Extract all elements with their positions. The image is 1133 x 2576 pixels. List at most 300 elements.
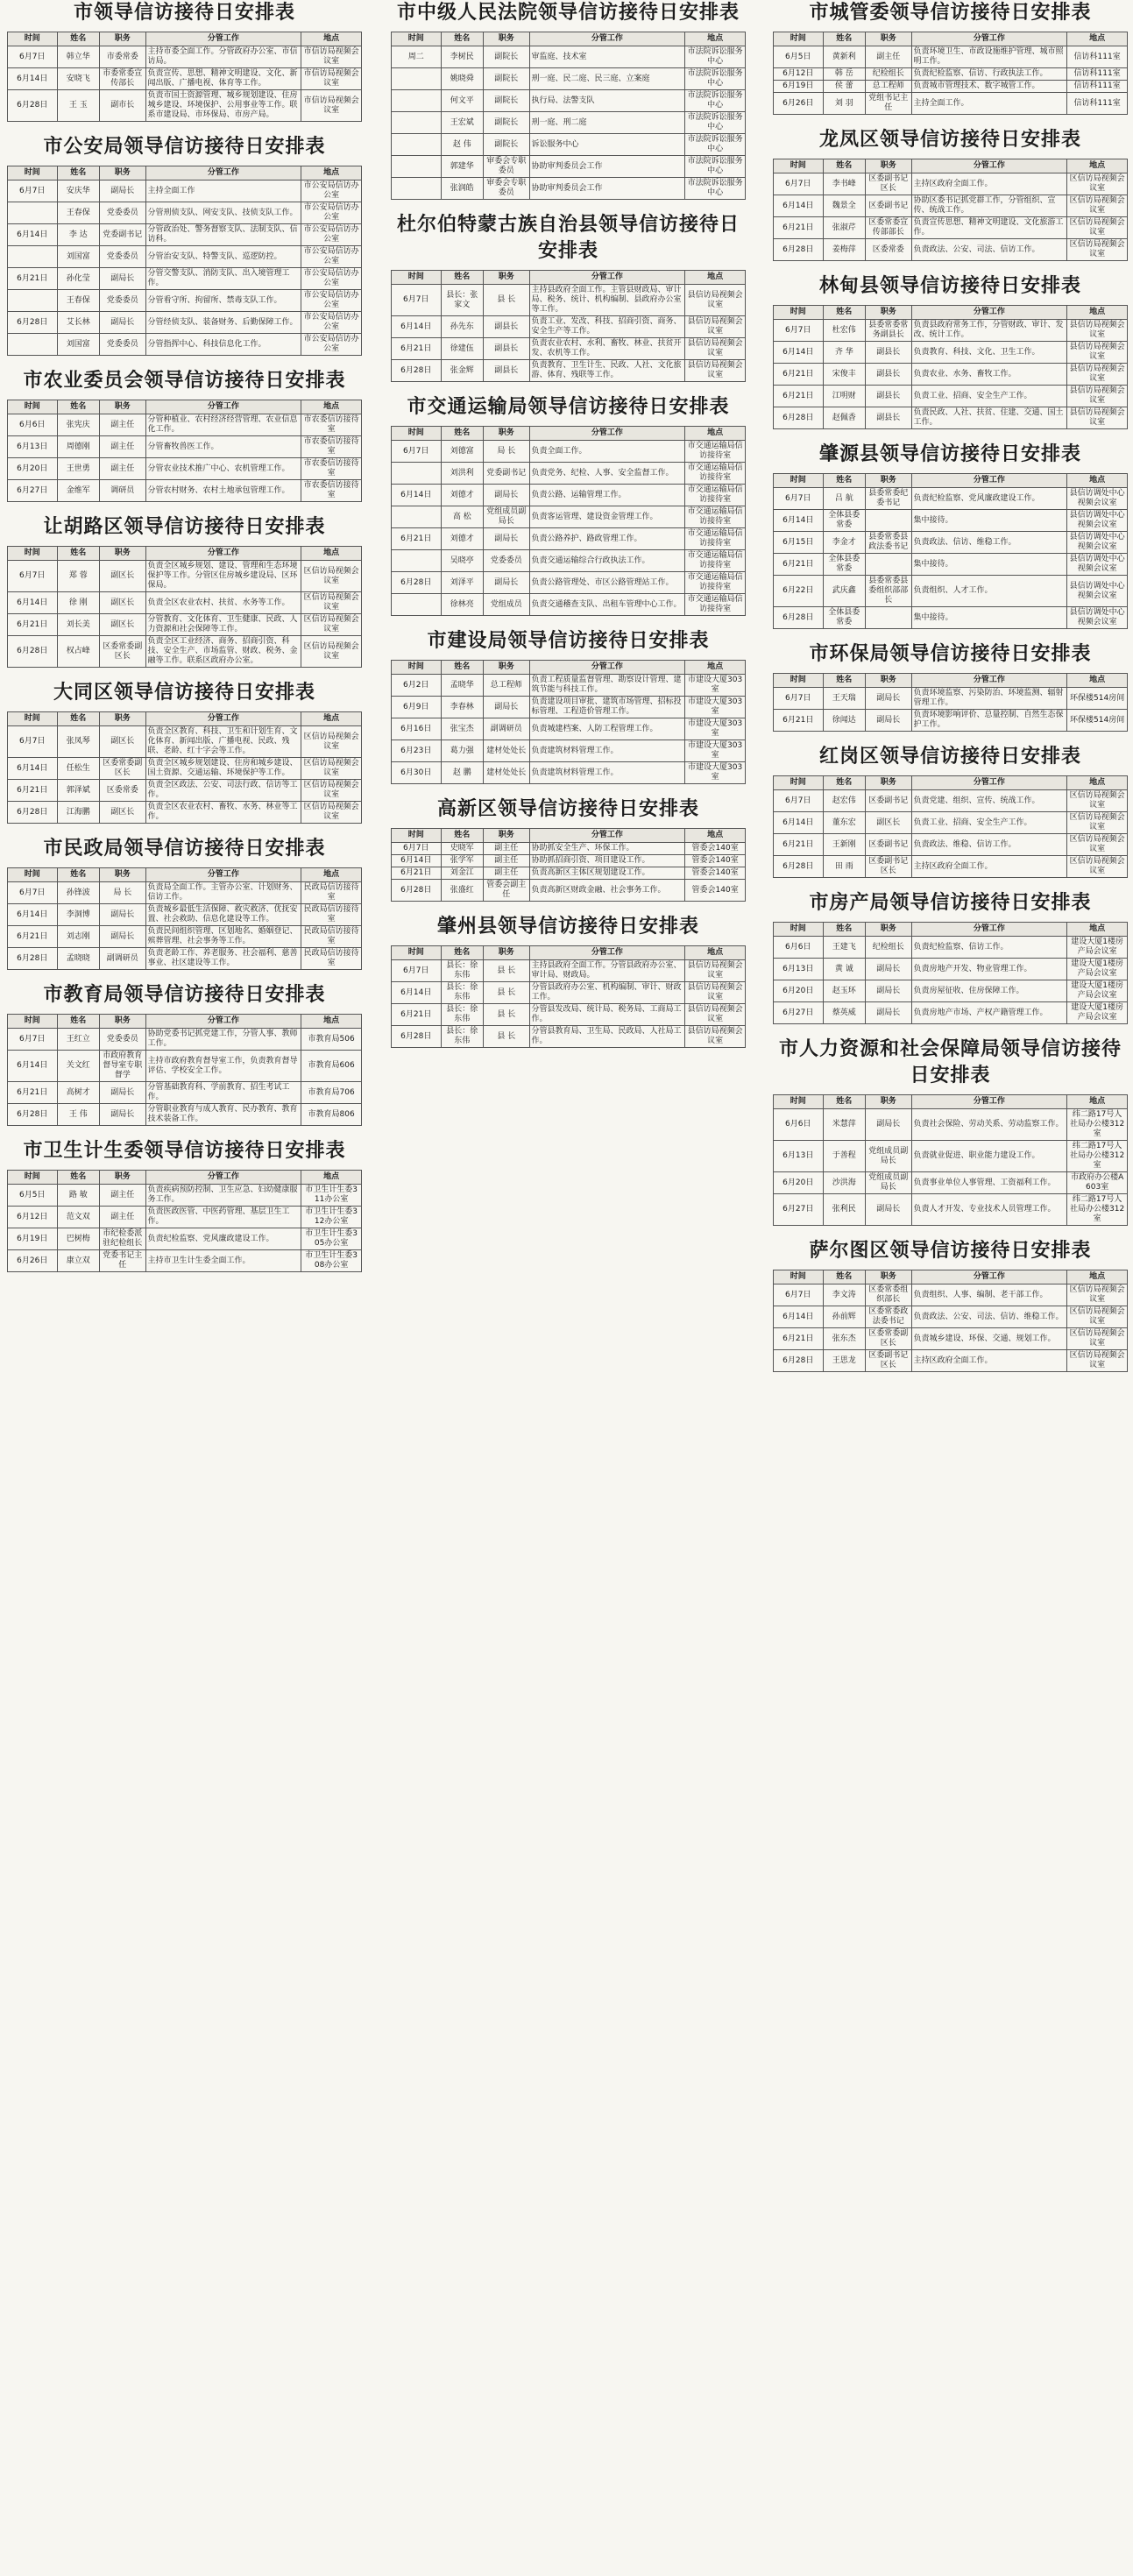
section-title: 肇源县领导信访接待日安排表	[818, 443, 1081, 465]
table-header-row	[774, 159, 1128, 173]
cell-name: 孟晓晓	[57, 948, 99, 970]
table-row	[8, 948, 362, 970]
schedule-table	[7, 546, 362, 668]
cell-name: 张东杰	[823, 1328, 865, 1350]
column-header: 时间	[392, 661, 442, 675]
schedule-section	[773, 744, 1128, 878]
cell-name: 江明财	[823, 386, 865, 407]
section-title: 市教育局领导信访接待日安排表	[43, 984, 326, 1006]
schedule-table	[773, 922, 1128, 1024]
cell-name: 王天瑞	[823, 688, 865, 710]
cell-time: 6月28日	[774, 407, 824, 429]
cell-position: 副调研员	[484, 718, 530, 740]
column-header: 时间	[8, 400, 58, 414]
cell-position: 县委常委常务副县长	[866, 320, 912, 342]
cell-place: 信访科111室	[1067, 46, 1128, 68]
column-header: 职务	[100, 400, 146, 414]
column-header: 分管工作	[145, 547, 301, 561]
column-header: 分管工作	[529, 946, 685, 960]
cell-time: 6月23日	[392, 740, 442, 762]
cell-place: 市法院诉讼服务中心	[685, 90, 746, 112]
cell-duty: 负责宣传、思想、精神文明建设、文化、新闻出版、广播电视、体育等工作。	[145, 68, 301, 90]
cell-name: 黄 诚	[823, 959, 865, 980]
cell-position: 县 长	[484, 960, 530, 982]
table-row	[774, 1284, 1128, 1306]
column-header: 时间	[8, 712, 58, 726]
table-header-row	[8, 1015, 362, 1029]
cell-duty: 负责纪检监察、信访工作。	[911, 937, 1067, 959]
cell-time: 6月19日	[8, 1228, 58, 1250]
cell-time: 6月14日	[392, 316, 442, 338]
column-header: 姓名	[441, 946, 483, 960]
cell-time: 6月27日	[774, 1002, 824, 1024]
cell-position: 县 长	[484, 982, 530, 1004]
cell-duty: 分管指挥中心、科技信息化工作。	[145, 334, 301, 356]
cell-name: 武庆鑫	[823, 576, 865, 607]
cell-duty: 分管农业技术推广中心、农机管理工作。	[145, 458, 301, 480]
column-header: 职务	[484, 946, 530, 960]
section-title: 大同区领导信访接待日安排表	[53, 682, 315, 704]
column-header: 姓名	[823, 474, 865, 488]
cell-duty: 负责社会保险、劳动关系、劳动监察工作。	[911, 1109, 1067, 1141]
cell-position: 副局长	[100, 904, 146, 926]
schedule-table	[773, 1094, 1128, 1226]
cell-name: 赵佩香	[823, 407, 865, 429]
cell-name: 孙前辉	[823, 1306, 865, 1328]
table-row	[774, 959, 1128, 980]
column-header: 地点	[301, 1171, 362, 1185]
table-row	[8, 780, 362, 802]
cell-duty: 负责局全面工作。主管办公室、计划财务、信访工作。	[145, 882, 301, 904]
column-header: 职务	[100, 1015, 146, 1029]
column-header: 地点	[1067, 923, 1128, 937]
table-row	[8, 758, 362, 780]
cell-place: 县信访局视频会议室	[685, 1004, 746, 1026]
cell-name: 刘泽平	[441, 572, 483, 594]
table-row	[774, 1172, 1128, 1194]
cell-position: 县 长	[484, 285, 530, 316]
table-header-row	[8, 400, 362, 414]
cell-time	[392, 90, 442, 112]
cell-position: 副局长	[484, 528, 530, 550]
cell-name: 徐林亮	[441, 594, 483, 616]
cell-name: 董东宏	[823, 812, 865, 834]
column-header: 时间	[774, 159, 824, 173]
cell-name: 王新刚	[823, 834, 865, 856]
table-header-row	[392, 427, 746, 441]
cell-name: 王春保	[57, 202, 99, 224]
cell-time	[8, 246, 58, 268]
table-row	[774, 195, 1128, 217]
cell-duty: 负责医政医管、中医药管理、基层卫生工作。	[145, 1207, 301, 1228]
column-header: 地点	[685, 946, 746, 960]
cell-time	[392, 178, 442, 200]
cell-place: 区信访局视频会议室	[1067, 217, 1128, 239]
cell-place: 区信访局视频会议室	[1067, 1284, 1128, 1306]
cell-duty: 协助区委书记抓党群工作，分管组织、宣传、统战工作。	[911, 195, 1067, 217]
cell-duty: 负责全区农业农村、扶贫、水务等工作。	[145, 592, 301, 614]
column-header: 职务	[100, 868, 146, 882]
cell-place: 市农委信访接待室	[301, 436, 362, 458]
cell-duty: 分管经侦支队、装备财务、后勤保障工作。	[145, 312, 301, 334]
cell-position: 区委常委副区长	[100, 636, 146, 668]
cell-place: 管委会140室	[685, 880, 746, 902]
cell-time: 6月26日	[8, 1250, 58, 1272]
cell-place: 区信访局视频会议室	[301, 561, 362, 592]
column-header: 分管工作	[145, 400, 301, 414]
cell-time	[392, 594, 442, 616]
cell-time: 6月14日	[8, 68, 58, 90]
cell-duty: 负责房屋征收、住房保障工作。	[911, 980, 1067, 1002]
cell-time	[392, 550, 442, 572]
cell-duty: 负责政法、信访、维稳工作。	[911, 532, 1067, 554]
cell-name: 孟晓华	[441, 675, 483, 697]
cell-time: 6月12日	[774, 68, 824, 81]
cell-name: 徐 刚	[57, 592, 99, 614]
cell-place: 市交通运输局信访接待室	[685, 506, 746, 528]
cell-name: 李洞博	[57, 904, 99, 926]
cell-place: 市建设大厦303室	[685, 718, 746, 740]
cell-name: 安晓飞	[57, 68, 99, 90]
column-header: 姓名	[441, 829, 483, 843]
cell-position: 副主任	[100, 436, 146, 458]
column-header: 地点	[1067, 474, 1128, 488]
column-left	[7, 0, 362, 1284]
cell-time: 6月13日	[8, 436, 58, 458]
cell-duty: 协助审判委员会工作	[529, 156, 685, 178]
cell-time: 6月21日	[774, 364, 824, 386]
table-row	[774, 1141, 1128, 1172]
column-header: 时间	[392, 946, 442, 960]
table-row	[8, 1250, 362, 1272]
cell-place: 市教育局606	[301, 1051, 362, 1082]
cell-place: 区信访局视频会议室	[301, 726, 362, 758]
cell-position: 副主任	[484, 867, 530, 880]
cell-position: 党委副书记	[484, 463, 530, 485]
column-header: 职务	[100, 547, 146, 561]
cell-time: 6月21日	[8, 780, 58, 802]
cell-place: 市卫生计生委305办公室	[301, 1228, 362, 1250]
cell-place: 县信访局视频会议室	[685, 360, 746, 382]
column-header: 姓名	[57, 1015, 99, 1029]
table-row	[774, 239, 1128, 261]
cell-name: 孙化莹	[57, 268, 99, 290]
section-title: 市领导信访接待日安排表	[73, 2, 295, 24]
table-header-row	[774, 674, 1128, 688]
cell-duty: 分管政治处、警务督察支队、法制支队、信访科。	[145, 224, 301, 246]
cell-position: 副院长	[484, 90, 530, 112]
cell-time: 6月21日	[8, 614, 58, 636]
cell-duty: 负责县政府常务工作，分管财政、审计、发改、统计工作。	[911, 320, 1067, 342]
cell-duty: 负责人才开发、专业技术人员管理工作。	[911, 1194, 1067, 1226]
cell-position: 副区长	[100, 614, 146, 636]
cell-place: 县信访局视频会议室	[1067, 386, 1128, 407]
schedule-table	[391, 32, 746, 200]
table-row	[8, 90, 362, 122]
cell-duty: 负责农业农村、水利、畜牧、林业、扶贫开发、农机等工作。	[529, 338, 685, 360]
cell-position: 副局长	[866, 959, 912, 980]
cell-place: 建设大厦1楼房产局会议室	[1067, 1002, 1128, 1024]
table-row	[774, 93, 1128, 115]
cell-time	[8, 334, 58, 356]
cell-time: 6月21日	[392, 338, 442, 360]
cell-time: 6月28日	[8, 90, 58, 122]
table-row	[774, 790, 1128, 812]
column-header: 时间	[774, 474, 824, 488]
cell-place: 信访科111室	[1067, 93, 1128, 115]
table-row	[392, 112, 746, 134]
table-row	[8, 802, 362, 824]
cell-time: 6月15日	[774, 532, 824, 554]
cell-position: 副区长	[100, 802, 146, 824]
cell-place: 市法院诉讼服务中心	[685, 46, 746, 68]
table-row	[8, 561, 362, 592]
cell-name: 周德刚	[57, 436, 99, 458]
cell-position: 市纪检委派驻纪检组长	[100, 1228, 146, 1250]
column-header: 姓名	[441, 32, 483, 46]
cell-duty: 负责组织、人才工作。	[911, 576, 1067, 607]
cell-time: 6月7日	[8, 726, 58, 758]
cell-time: 6月21日	[774, 554, 824, 576]
column-header: 分管工作	[145, 1015, 301, 1029]
section-title: 市城管委领导信访接待日安排表	[809, 2, 1092, 24]
cell-name: 刘国富	[57, 246, 99, 268]
table-row	[392, 316, 746, 338]
cell-duty: 分管交警支队、消防支队、出入境管理工作。	[145, 268, 301, 290]
table-row	[392, 675, 746, 697]
cell-name: 路 敏	[57, 1185, 99, 1207]
column-header: 分管工作	[529, 271, 685, 285]
schedule-section	[7, 0, 362, 122]
cell-name: 李 达	[57, 224, 99, 246]
cell-position: 副院长	[484, 134, 530, 156]
column-header: 姓名	[441, 661, 483, 675]
cell-position: 副局长	[866, 980, 912, 1002]
cell-position	[866, 554, 912, 576]
column-header: 分管工作	[911, 674, 1067, 688]
table-row	[774, 688, 1128, 710]
table-row	[392, 463, 746, 485]
schedule-table	[7, 166, 362, 356]
table-row	[392, 572, 746, 594]
cell-duty: 负责环境监察、污染防治、环境监测、辐射管理工作。	[911, 688, 1067, 710]
column-header: 分管工作	[529, 829, 685, 843]
column-right	[773, 0, 1128, 1384]
cell-time: 6月21日	[8, 268, 58, 290]
cell-place: 市建设大厦303室	[685, 675, 746, 697]
column-header: 时间	[8, 1171, 58, 1185]
cell-duty: 负责全区教育、科技、卫生和计划生育、文化体育、新闻出版、广播电视、民政、残联、老龄、红十字会等工作。	[145, 726, 301, 758]
cell-name: 刘志刚	[57, 926, 99, 948]
cell-duty: 分管看守所、拘留所、禁毒支队工作。	[145, 290, 301, 312]
section-title: 市人力资源和社会保障局领导信访接待日安排表	[778, 1038, 1122, 1086]
table-row	[8, 312, 362, 334]
column-header: 姓名	[57, 32, 99, 46]
cell-name: 张金辉	[441, 360, 483, 382]
cell-duty: 主持区政府全面工作。	[911, 1350, 1067, 1372]
column-header: 姓名	[57, 547, 99, 561]
table-row	[392, 867, 746, 880]
cell-time: 6月28日	[392, 572, 442, 594]
cell-position: 副调研员	[100, 948, 146, 970]
table-row	[392, 485, 746, 506]
cell-time: 6月6日	[774, 937, 824, 959]
cell-time: 6月20日	[774, 980, 824, 1002]
cell-time: 6月28日	[774, 607, 824, 629]
column-header: 职务	[484, 32, 530, 46]
cell-place: 市卫生计生委311办公室	[301, 1185, 362, 1207]
cell-name: 李树民	[441, 46, 483, 68]
cell-place: 市交通运输局信访接待室	[685, 594, 746, 616]
cell-time: 6月21日	[392, 1004, 442, 1026]
cell-place: 县信访调处中心视频会议室	[1067, 488, 1128, 510]
cell-place: 市公安局信访办公室	[301, 290, 362, 312]
cell-name: 县长：张家文	[441, 285, 483, 316]
cell-place: 区信访局视频会议室	[301, 614, 362, 636]
schedule-section	[773, 1238, 1128, 1372]
cell-duty: 负责建筑材料管理工作。	[529, 740, 685, 762]
cell-duty: 刑一庭、民二庭、民三庭、立案庭	[529, 68, 685, 90]
table-row	[774, 1002, 1128, 1024]
schedule-table	[391, 828, 746, 902]
cell-time: 6月13日	[774, 1141, 824, 1172]
cell-name: 王宏斌	[441, 112, 483, 134]
cell-name: 王 伟	[57, 1104, 99, 1126]
cell-duty: 主持区政府全面工作。	[911, 173, 1067, 195]
cell-place: 区信访局视频会议室	[1067, 1306, 1128, 1328]
cell-name: 任松生	[57, 758, 99, 780]
cell-time: 6月21日	[392, 867, 442, 880]
table-row	[774, 68, 1128, 81]
cell-place: 纬二路17号人社局办公楼312室	[1067, 1141, 1128, 1172]
section-title: 市中级人民法院领导信访接待日安排表	[396, 2, 740, 24]
cell-position: 副主任	[100, 458, 146, 480]
cell-duty: 负责工业、招商、安全生产工作。	[911, 386, 1067, 407]
table-row	[774, 812, 1128, 834]
cell-position: 区委副书记	[866, 195, 912, 217]
cell-place: 市公安局信访办公室	[301, 202, 362, 224]
column-header: 分管工作	[911, 159, 1067, 173]
cell-name: 权占峰	[57, 636, 99, 668]
cell-duty: 负责教育、卫生计生、民政、人社、文化旅游、体育、残联等工作。	[529, 360, 685, 382]
table-row	[392, 594, 746, 616]
cell-place: 市教育局506	[301, 1029, 362, 1051]
schedule-section	[391, 796, 746, 902]
cell-time: 6月7日	[774, 320, 824, 342]
cell-place: 市公安局信访办公室	[301, 268, 362, 290]
column-header: 分管工作	[911, 1095, 1067, 1109]
column-header: 地点	[1067, 776, 1128, 790]
cell-duty: 诉讼服务中心	[529, 134, 685, 156]
cell-duty: 负责高新区财政金融、社会事务工作。	[529, 880, 685, 902]
cell-place: 民政局信访接待室	[301, 904, 362, 926]
table-row	[8, 268, 362, 290]
cell-position	[866, 510, 912, 532]
column-header: 时间	[8, 868, 58, 882]
schedule-section	[773, 1037, 1128, 1226]
schedule-section	[773, 890, 1128, 1024]
table-row	[392, 528, 746, 550]
cell-name: 孙锋波	[57, 882, 99, 904]
cell-duty: 负责全区城乡规划、建设、管理和生态环境保护等工作。分管区住房城乡建设局、区环保局。	[145, 561, 301, 592]
column-header: 姓名	[823, 159, 865, 173]
cell-position: 副局长	[484, 697, 530, 718]
cell-time: 6月30日	[392, 762, 442, 784]
cell-duty: 分管基础教育科、学前教育、招生考试工作。	[145, 1082, 301, 1104]
cell-time: 6月7日	[774, 688, 824, 710]
cell-duty: 负责全面工作。	[529, 441, 685, 463]
schedule-table	[773, 159, 1128, 261]
cell-time: 6月21日	[774, 217, 824, 239]
cell-position: 党组成员副局长	[484, 506, 530, 528]
cell-name: 赵玉环	[823, 980, 865, 1002]
cell-name: 李文涛	[823, 1284, 865, 1306]
table-row	[774, 1109, 1128, 1141]
cell-place: 市法院诉讼服务中心	[685, 156, 746, 178]
cell-name: 李书峰	[823, 173, 865, 195]
cell-name: 县长：徐东伟	[441, 960, 483, 982]
column-header: 时间	[774, 1270, 824, 1284]
cell-duty: 负责事业单位人事管理、工资福利工作。	[911, 1172, 1067, 1194]
cell-position: 副局长	[866, 688, 912, 710]
cell-position: 区委常委	[866, 239, 912, 261]
cell-duty: 分管县教育局、卫生局、民政局、人社局工作。	[529, 1026, 685, 1048]
cell-name: 高树才	[57, 1082, 99, 1104]
cell-place: 市交通运输局信访接待室	[685, 528, 746, 550]
cell-name: 王世勇	[57, 458, 99, 480]
cell-place: 县信访局视频会议室	[685, 338, 746, 360]
cell-duty: 负责宣传思想、精神文明建设、文化旅游工作。	[911, 217, 1067, 239]
cell-position: 区委常委政法委书记	[866, 1306, 912, 1328]
table-row	[8, 1051, 362, 1082]
cell-position: 副区长	[100, 726, 146, 758]
cell-position: 纪检组长	[866, 937, 912, 959]
table-row	[8, 904, 362, 926]
section-title: 肇州县领导信访接待日安排表	[436, 916, 699, 938]
table-header-row	[392, 271, 746, 285]
table-row	[8, 68, 362, 90]
cell-name: 王思龙	[823, 1350, 865, 1372]
table-row	[8, 614, 362, 636]
schedule-section	[773, 442, 1128, 629]
cell-name: 张淑芹	[823, 217, 865, 239]
cell-name: 王红立	[57, 1029, 99, 1051]
cell-place: 区信访局视频会议室	[301, 636, 362, 668]
column-header: 分管工作	[911, 923, 1067, 937]
cell-duty: 负责组织、人事、编制、老干部工作。	[911, 1284, 1067, 1306]
cell-place: 县信访局视频会议室	[685, 316, 746, 338]
cell-place: 市信访局视频会议室	[301, 68, 362, 90]
cell-time: 6月14日	[774, 812, 824, 834]
cell-duty: 负责政法、公安、司法、信访工作。	[911, 239, 1067, 261]
cell-time: 6月7日	[8, 561, 58, 592]
cell-time: 6月28日	[774, 856, 824, 878]
table-row	[8, 926, 362, 948]
cell-name: 张宪庆	[57, 414, 99, 436]
cell-duty: 主持全面工作。	[911, 93, 1067, 115]
column-header: 姓名	[57, 166, 99, 180]
cell-place: 县信访局视频会议室	[685, 982, 746, 1004]
column-header: 时间	[8, 166, 58, 180]
schedule-table	[7, 1014, 362, 1126]
cell-duty: 负责城市管理技术、数字城管工作。	[911, 81, 1067, 93]
column-header: 地点	[1067, 1095, 1128, 1109]
cell-duty: 负责全区政法、公安、司法行政、信访等工作。	[145, 780, 301, 802]
cell-time: 6月28日	[774, 239, 824, 261]
cell-time: 6月13日	[774, 959, 824, 980]
table-row	[8, 246, 362, 268]
cell-duty: 负责客运管理、建设资金管理工作。	[529, 506, 685, 528]
